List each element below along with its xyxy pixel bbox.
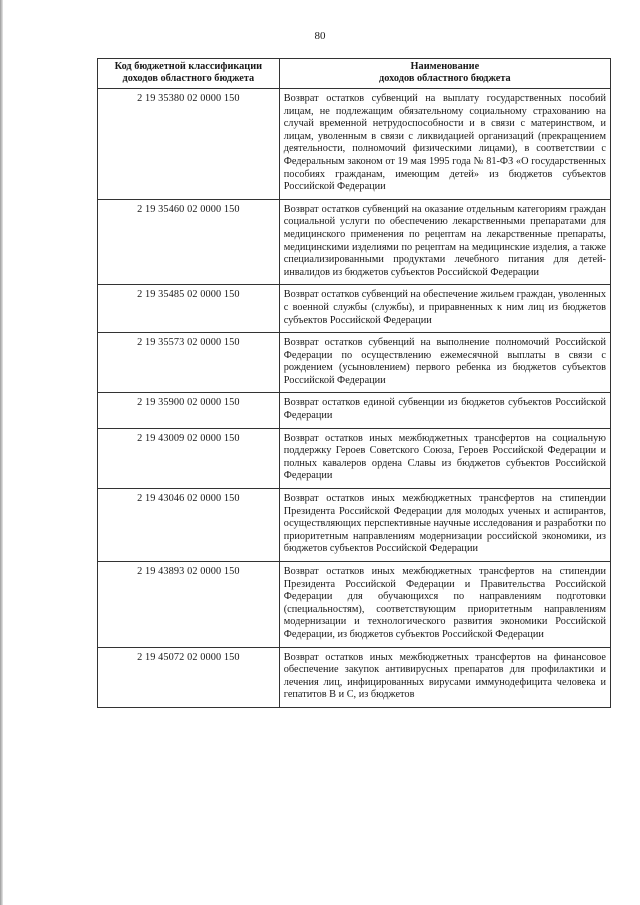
table-row xyxy=(98,562,611,648)
row-name: Возврат остатков субвенций на выплату государственных пособий лицам, не подлежащим обязательному социальному страхованию на случай временной нетрудоспособности и в связи с материнством, и лицам, уволенным в связи с ликвидацией организаций (прекращением деятельности, полномочий физическими лицами), в соответствии с Федеральным законом от 19 мая 1995 года № 81-ФЗ «О государственных пособиях гражданам, имеющим детей» из бюджетов субъектов Российской Федерации xyxy=(279,89,610,200)
table-row xyxy=(98,333,611,393)
row-code: 2 19 43046 02 0000 150 xyxy=(98,489,280,562)
header-code-line-2: доходов областного бюджета xyxy=(122,73,255,84)
table-row xyxy=(98,89,611,200)
row-name: Возврат остатков иных межбюджетных трансфертов на стипендии Президента Российской Федерации и Правительства Российской Федерации для обучающихся по направлениям подготовки (специальностям), соответствующим приоритетным направлениям модернизации и технологического развития экономики Российской Федерации, из бюджетов субъектов Российской Федерации xyxy=(279,562,610,648)
row-name: Возврат остатков иных межбюджетных трансфертов на социальную поддержку Героев Советского Союза, Героев Российской Федерации и полных кавалеров ордена Славы из бюджетов субъектов Российской Федерации xyxy=(279,428,610,488)
header-code-line-1: Код бюджетной классификации xyxy=(114,61,263,72)
row-name: Возврат остатков единой субвенции из бюджетов субъектов Российской Федерации xyxy=(279,393,610,428)
table-row xyxy=(98,428,611,488)
row-name: Возврат остатков субвенций на оказание отдельным категориям граждан социальной услуги по обеспечению лекарственными препаратами для медицинского применения по рецептам на лекарственные препараты, медицинскими изделиями по рецептам на медицинские изделия, а также специализированными продуктами лечебного питания для детей-инвалидов из бюджетов субъектов Российской Федерации xyxy=(279,199,610,285)
header-code-column xyxy=(98,59,280,89)
budget-classification-table xyxy=(97,58,611,708)
row-code: 2 19 43893 02 0000 150 xyxy=(98,562,280,648)
row-code: 2 19 43009 02 0000 150 xyxy=(98,428,280,488)
table-row xyxy=(98,489,611,562)
table-row xyxy=(98,199,611,285)
header-name-line-2: доходов областного бюджета xyxy=(379,73,511,84)
row-name: Возврат остатков субвенций на обеспечение жильем граждан, уволенных с военной службы (службы), и приравненных к ним лиц из бюджетов субъектов Российской Федерации xyxy=(279,285,610,333)
row-code: 2 19 35380 02 0000 150 xyxy=(98,89,280,200)
row-code: 2 19 45072 02 0000 150 xyxy=(98,647,280,707)
table-row xyxy=(98,285,611,333)
row-code: 2 19 35485 02 0000 150 xyxy=(98,285,280,333)
row-code: 2 19 35573 02 0000 150 xyxy=(98,333,280,393)
row-code: 2 19 35460 02 0000 150 xyxy=(98,199,280,285)
table-row xyxy=(98,647,611,707)
header-name-line-1: Наименование xyxy=(410,61,480,72)
row-name: Возврат остатков иных межбюджетных трансфертов на финансовое обеспечение закупок антивирусных препаратов для профилактики и лечения лиц, инфицированных вирусами иммунодефицита человека и гепатитов В и С, из бюджетов xyxy=(279,647,610,707)
table-row xyxy=(98,393,611,428)
table-header-row xyxy=(98,59,611,89)
row-code: 2 19 35900 02 0000 150 xyxy=(98,393,280,428)
row-name: Возврат остатков иных межбюджетных трансфертов на стипендии Президента Российской Федерации для молодых ученых и аспирантов, осуществляющих перспективные научные исследования и разработки по приоритетным направлениям модернизации российской экономики, из бюджетов субъектов Российской Федерации xyxy=(279,489,610,562)
page-number: 80 xyxy=(314,30,326,42)
scan-edge xyxy=(0,0,3,905)
row-name: Возврат остатков субвенций на выполнение полномочий Российской Федерации по осуществлению ежемесячной выплаты в связи с рождением (усыновлением) первого ребенка из бюджетов субъектов Российской Федерации xyxy=(279,333,610,393)
header-name-column xyxy=(279,59,610,89)
